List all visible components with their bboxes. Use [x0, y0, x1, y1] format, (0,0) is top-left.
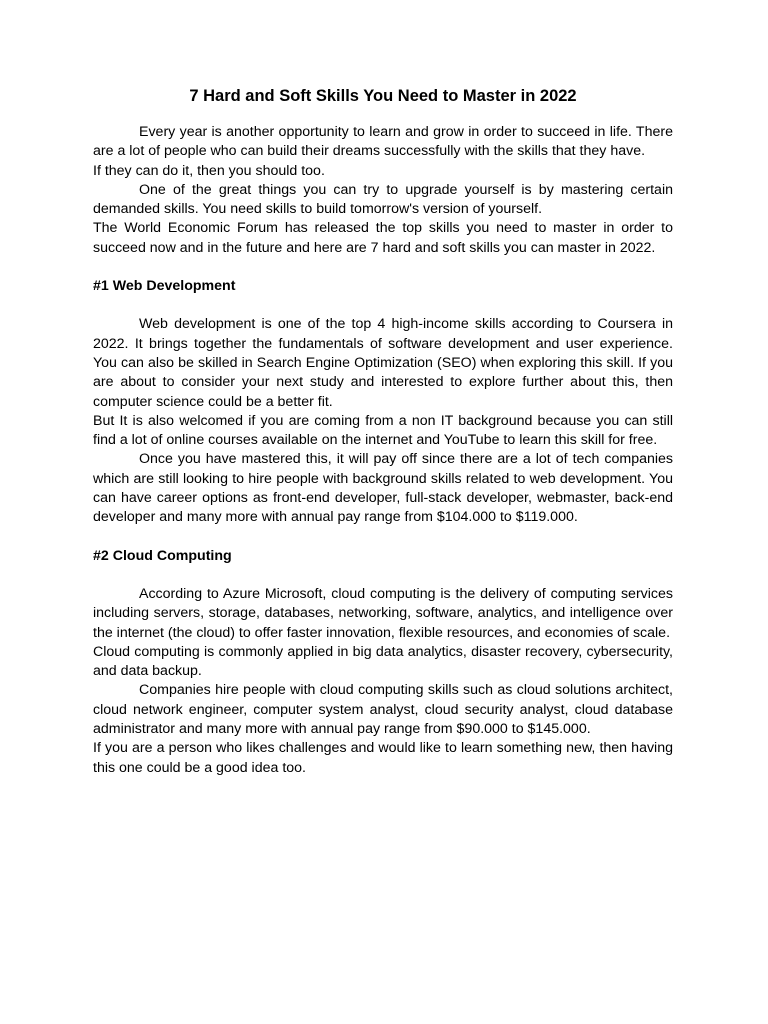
section-heading-web-development: #1 Web Development	[93, 278, 236, 295]
section-heading-cloud-computing: #2 Cloud Computing	[93, 547, 232, 564]
intro-paragraph: Every year is another opportunity to learn and grow in order to succeed in life. There are a lot of people who can build their dreams successfully with the skills that they have.	[93, 124, 673, 160]
intro-paragraph: One of the great things you can try to upgrade yourself is by mastering certain demanded skills. You need skills to build tomorrow's version of yourself.	[93, 181, 673, 218]
spacer	[93, 296, 673, 315]
section-paragraph: But It is also welcomed if you are coming from a non IT background because you can still find a lot of online courses available on the internet and YouTube to learn this skill for free.	[93, 412, 673, 449]
section-paragraph: Once you have mastered this, it will pay off since there are a lot of tech companies which are still looking to hire people with background skills related to web development. You can have career options as front-end developer, full-stack developer, webmaster, back-end developer and many more with annual pay range from $104.000 to $119.000.	[93, 451, 673, 526]
section-paragraph: Companies hire people with cloud computing skills such as cloud solutions architect, cloud network engineer, computer system analyst, cloud security analyst, cloud database administrator and many more with annual pay range from $90.000 to $145.000.	[93, 682, 673, 738]
intro-paragraph: If they can do it, then you should too.	[93, 162, 325, 179]
spacer	[93, 528, 673, 547]
document-title: 7 Hard and Soft Skills You Need to Master in 2022	[189, 87, 577, 105]
section-paragraph: Cloud computing is commonly applied in big data analytics, disaster recovery, cybersecurity, and data backup.	[93, 643, 673, 680]
section-paragraph: According to Azure Microsoft, cloud computing is the delivery of computing services including servers, storage, databases, networking, software, analytics, and intelligence over the internet (the cloud) to offer faster innovation, flexible resources, and economies of scale.	[93, 585, 673, 641]
section-paragraph: If you are a person who likes challenges and would like to learn something new, then having this one could be a good idea too.	[93, 740, 673, 776]
spacer	[93, 566, 673, 585]
spacer	[93, 258, 673, 277]
intro-paragraph: The World Economic Forum has released the top skills you need to master in order to succeed now and in the future and here are 7 hard and soft skills you can master in 2022.	[93, 220, 673, 256]
section-paragraph: Web development is one of the top 4 high-income skills according to Coursera in 2022. It brings together the fundamentals of software development and user experience. You can also be skilled in Search Engine Optimization (SEO) when exploring this skill. If you are about to consider your next study and interested to explore further about this, then computer science could be a better fit.	[93, 316, 673, 410]
document-body	[93, 86, 673, 778]
